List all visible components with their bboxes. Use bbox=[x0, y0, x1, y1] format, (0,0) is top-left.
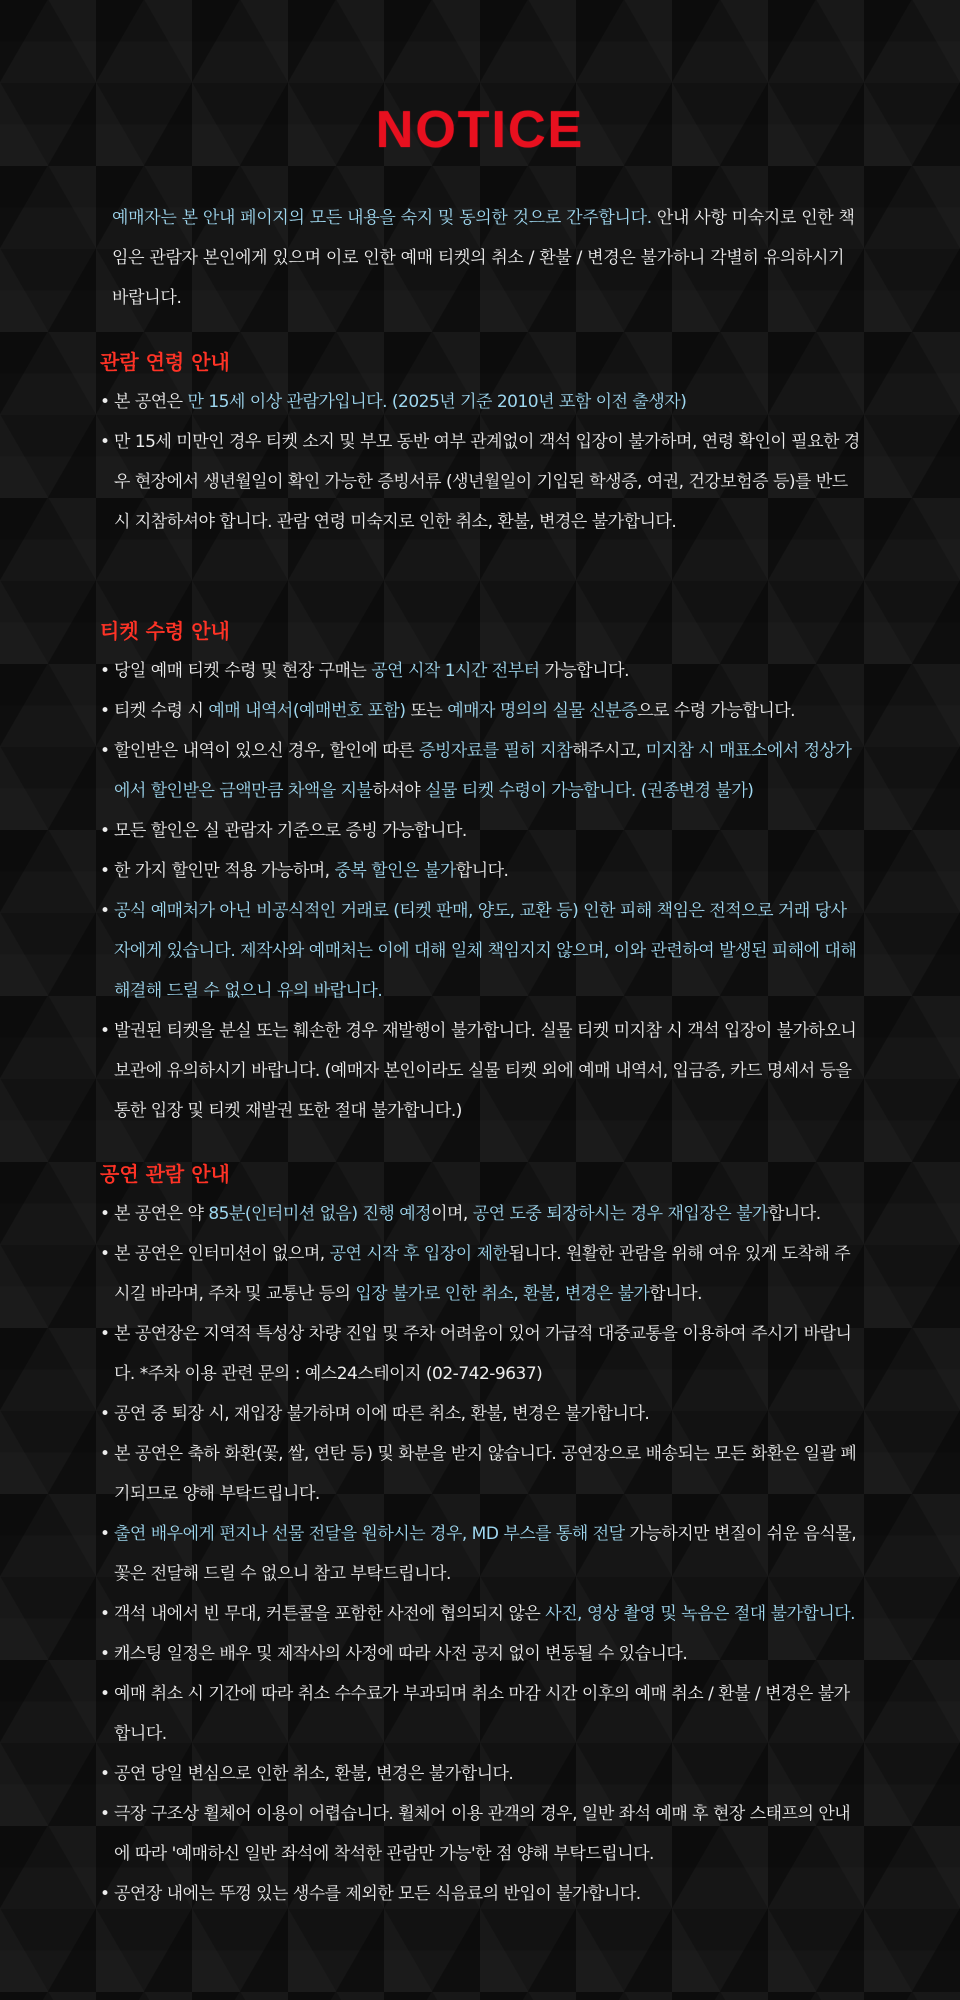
body-text: 발권된 티켓을 분실 또는 훼손한 경우 재발행이 불가합니다. 실물 티켓 미지참 시 객석 입장이 불가하오니 보관에 유의하시기 바랍니다. (예매자 본인이라도 실물 티켓 외에 예매 내역서, 입금증, 카드 명세서 등을 통한 입장 및 티켓 재발권 또한 절대 불가합니다.) bbox=[114, 1021, 857, 1121]
body-text: 안내 사항 미숙지로 인한 책임은 관람자 본인에게 있으며 이로 인한 예매 티켓의 취소 / 환불 / 변경은 불가하니 각별히 유의하시기 바랍니다. bbox=[112, 208, 855, 308]
bullet-icon: • bbox=[100, 861, 110, 881]
bullet-icon: • bbox=[100, 1604, 110, 1624]
bullet-icon: • bbox=[100, 1764, 110, 1784]
list-item bbox=[98, 1874, 862, 1914]
body-text: 객석 내에서 빈 무대, 커튼콜을 포함한 사전에 협의되지 않은 bbox=[114, 1604, 546, 1624]
notice-title: NOTICE bbox=[375, 101, 585, 159]
bullet-icon: • bbox=[100, 1524, 110, 1544]
body-text: 만 15세 미만인 경우 티켓 소지 및 부모 동반 여부 관계없이 객석 입장이 불가하며, 연령 확인이 필요한 경우 현장에서 생년월일이 확인 가능한 증빙서류 (생년월일이 기입된 학생증, 여권, 건강보험증 등)를 반드시 지참하셔야 합니다. 관람 연령 미숙지로 인한 취소, 환불, 변경은 불가합니다. bbox=[114, 432, 860, 532]
bullet-icon: • bbox=[100, 821, 110, 841]
bullet-icon: • bbox=[100, 661, 110, 681]
body-text: 당일 예매 티켓 수령 및 현장 구매는 bbox=[114, 661, 372, 681]
list-item bbox=[98, 731, 862, 811]
body-text: 본 공연은 bbox=[114, 392, 188, 412]
section-age-guide bbox=[98, 342, 862, 542]
body-text: 예매 취소 시 기간에 따라 취소 수수료가 부과되며 취소 마감 시간 이후의 예매 취소 / 환불 / 변경은 불가합니다. bbox=[114, 1684, 850, 1744]
bullet-icon: • bbox=[100, 901, 110, 921]
body-text: 공연 중 퇴장 시, 재입장 불가하며 이에 따른 취소, 환불, 변경은 불가합니다. bbox=[114, 1404, 650, 1424]
list-item bbox=[98, 1674, 862, 1754]
highlighted-text: 출연 배우에게 편지나 선물 전달을 원하시는 경우, MD 부스를 통해 전달 bbox=[114, 1524, 625, 1544]
body-text: 가능하지만 변질이 쉬운 음식물, 꽃은 전달해 드릴 수 없으니 참고 부탁드립니다. bbox=[114, 1524, 857, 1584]
list-item bbox=[98, 1194, 862, 1234]
list-item bbox=[98, 811, 862, 851]
body-text: 본 공연은 약 bbox=[114, 1204, 209, 1224]
bullet-icon: • bbox=[100, 1021, 110, 1041]
section-viewing-guide bbox=[98, 1154, 862, 1914]
list-item bbox=[98, 422, 862, 542]
body-text: 이며, bbox=[431, 1204, 473, 1224]
list-item bbox=[98, 1434, 862, 1514]
body-text: 하셔야 bbox=[372, 781, 426, 801]
body-text: 합니다. bbox=[767, 1204, 821, 1224]
body-text: 공연장 내에는 뚜껑 있는 생수를 제외한 모든 식음료의 반입이 불가합니다. bbox=[114, 1884, 641, 1904]
intro-paragraph bbox=[112, 198, 862, 318]
highlighted-text: 미지참 시 매표소에서 정상가에서 할인받은 금액만큼 차액을 지불 bbox=[114, 741, 852, 801]
section-title: 공연 관람 안내 bbox=[100, 1162, 230, 1186]
bullet-icon: • bbox=[100, 1644, 110, 1664]
list-item bbox=[98, 891, 862, 1011]
item-list bbox=[98, 382, 862, 542]
body-text: 공연 당일 변심으로 인한 취소, 환불, 변경은 불가합니다. bbox=[114, 1764, 514, 1784]
highlighted-text: 증빙자료를 필히 지참 bbox=[419, 741, 573, 761]
bullet-icon: • bbox=[100, 392, 110, 412]
list-item bbox=[98, 1594, 862, 1634]
bullet-icon: • bbox=[100, 1884, 110, 1904]
bullet-icon: • bbox=[100, 1244, 110, 1264]
list-item bbox=[98, 1234, 862, 1314]
bullet-icon: • bbox=[100, 1204, 110, 1224]
highlighted-text: 85분(인터미션 없음) 진행 예정 bbox=[208, 1204, 432, 1224]
list-item bbox=[98, 651, 862, 691]
bullet-icon: • bbox=[100, 1444, 110, 1464]
body-text: 본 공연은 인터미션이 없으며, bbox=[114, 1244, 330, 1264]
highlighted-text: 실물 티켓 수령이 가능합니다. (권종변경 불가) bbox=[425, 781, 754, 801]
list-item bbox=[98, 1011, 862, 1131]
body-text: 할인받은 내역이 있으신 경우, 할인에 따른 bbox=[114, 741, 420, 761]
list-item bbox=[98, 382, 862, 422]
list-item bbox=[98, 691, 862, 731]
highlighted-text: 예매 내역서(예매번호 포함) bbox=[208, 701, 406, 721]
body-text: 가능합니다. bbox=[539, 661, 629, 681]
body-text: 해주시고, bbox=[572, 741, 646, 761]
highlighted-text: 만 15세 이상 관람가입니다. (2025년 기준 2010년 포함 이전 출생자) bbox=[187, 392, 687, 412]
list-item bbox=[98, 851, 862, 891]
bullet-icon: • bbox=[100, 701, 110, 721]
body-text: 또는 bbox=[405, 701, 448, 721]
section-ticket-pickup bbox=[98, 611, 862, 1131]
highlighted-text: 공연 도중 퇴장하시는 경우 재입장은 불가 bbox=[472, 1204, 768, 1224]
body-text: 캐스팅 일정은 배우 및 제작사의 사정에 따라 사전 공지 없이 변동될 수 있습니다. bbox=[114, 1644, 688, 1664]
list-item bbox=[98, 1794, 862, 1874]
highlighted-text: 입장 불가로 인한 취소, 환불, 변경은 불가 bbox=[355, 1284, 650, 1304]
body-text: 티켓 수령 시 bbox=[114, 701, 209, 721]
list-item bbox=[98, 1314, 862, 1394]
bullet-icon: • bbox=[100, 1404, 110, 1424]
list-item bbox=[98, 1634, 862, 1674]
section-title: 티켓 수령 안내 bbox=[100, 619, 230, 643]
highlighted-text: 중복 할인은 불가 bbox=[334, 861, 456, 881]
body-text: 으로 수령 가능합니다. bbox=[637, 701, 796, 721]
bullet-icon: • bbox=[100, 1684, 110, 1704]
bullet-icon: • bbox=[100, 432, 110, 452]
body-text: 한 가지 할인만 적용 가능하며, bbox=[114, 861, 335, 881]
highlighted-text: 공연 시작 후 입장이 제한 bbox=[329, 1244, 509, 1264]
highlighted-text: 공연 시작 1시간 전부터 bbox=[371, 661, 540, 681]
body-text: 합니다. bbox=[649, 1284, 702, 1304]
item-list bbox=[98, 651, 862, 1131]
bullet-icon: • bbox=[100, 1324, 110, 1344]
list-item bbox=[98, 1514, 862, 1594]
highlighted-text: 예매자 명의의 실물 신분증 bbox=[447, 701, 638, 721]
list-item bbox=[98, 1394, 862, 1434]
body-text: 합니다. bbox=[455, 861, 509, 881]
highlighted-text: 사진, 영상 촬영 및 녹음은 절대 불가합니다. bbox=[545, 1604, 856, 1624]
body-text: 극장 구조상 휠체어 이용이 어렵습니다. 휠체어 이용 관객의 경우, 일반 좌석 예매 후 현장 스태프의 안내에 따라 '예매하신 일반 좌석에 착석한 관람만 가능'한 점 양해 부탁드립니다. bbox=[114, 1804, 851, 1864]
highlighted-text: 공식 예매처가 아닌 비공식적인 거래로 (티켓 판매, 양도, 교환 등) 인한 피해 책임은 전적으로 거래 당사자에게 있습니다. 제작사와 예매처는 이에 대해 일체 책임지지 않으며, 이와 관련하여 발생된 피해에 대해 해결해 드릴 수 없으니 유의 바랍니다. bbox=[114, 901, 857, 1001]
body-text: 본 공연장은 지역적 특성상 차량 진입 및 주차 어려움이 있어 가급적 대중교통을 이용하여 주시기 바랍니다. *주차 이용 관련 문의 : 예스24스테이지 (02-742-9637) bbox=[114, 1324, 852, 1384]
highlighted-text: 예매자는 본 안내 페이지의 모든 내용을 숙지 및 동의한 것으로 간주합니다. bbox=[112, 208, 652, 228]
body-text: 모든 할인은 실 관람자 기준으로 증빙 가능합니다. bbox=[114, 821, 467, 841]
body-text: 본 공연은 축하 화환(꽃, 쌀, 연탄 등) 및 화분을 받지 않습니다. 공연장으로 배송되는 모든 화환은 일괄 폐기되므로 양해 부탁드립니다. bbox=[114, 1444, 857, 1504]
list-item bbox=[98, 1754, 862, 1794]
bullet-icon: • bbox=[100, 741, 110, 761]
item-list bbox=[98, 1194, 862, 1914]
bullet-icon: • bbox=[100, 1804, 110, 1824]
body-text: 됩니다. 원활한 관람을 위해 여유 있게 도착해 주시길 바라며, 주차 및 교통난 등의 bbox=[114, 1244, 851, 1304]
section-title: 관람 연령 안내 bbox=[100, 350, 230, 374]
